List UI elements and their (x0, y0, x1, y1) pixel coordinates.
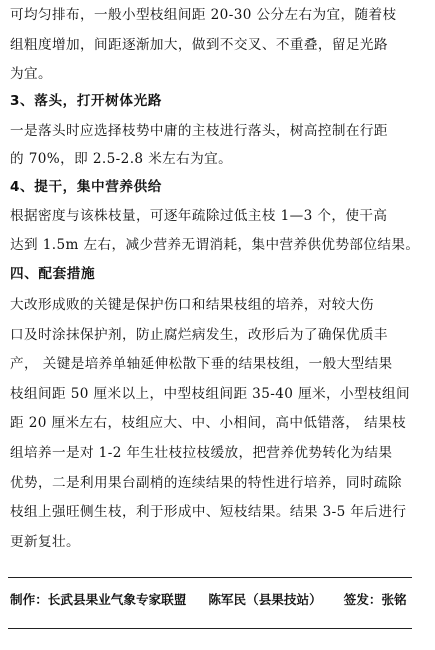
body-text-line: 组粗度增加，间距逐渐加大，做到不交叉、不重叠，留足光路 (10, 37, 388, 53)
body-text-line: 口及时涂抹保护剂，防止腐烂病发生，改形后为了确保优质丰 (10, 327, 388, 343)
body-text-line: 更新复壮。 (10, 534, 80, 550)
body-text-line: 枝组间距 50 厘米以上，中型枝组间距 35-40 厘米，小型枝组间 (10, 386, 411, 402)
body-text-line: 达到 1.5m 左右，减少营养无谓消耗，集中营养供优势部位结果。 (10, 237, 420, 253)
section-heading: 3、落头，打开树体光路 (10, 93, 162, 109)
body-text-line: 为宜。 (10, 66, 52, 82)
body-text-line: 的 70%，即 2.5-2.8 米左右为宜。 (10, 151, 233, 167)
body-text-line: 枝组上强旺侧生枝，利于形成中、短枝结果。结果 3-5 年后进行 (10, 504, 407, 520)
footer-top-divider (8, 577, 412, 578)
producer-credit: 制作：长武县果业气象专家联盟 (10, 592, 187, 607)
body-text-line: 根据密度与该株枝量，可逐年疏除过低主枝 1—3 个，使干高 (10, 208, 388, 224)
body-text-line: 一是落头时应选择枝势中庸的主枝进行落头，树高控制在行距 (10, 123, 388, 139)
section-heading: 4、提干，集中营养供给 (10, 179, 162, 195)
footer-bottom-divider (8, 628, 412, 629)
body-text-line: 可均匀排布，一般小型枝组间距 20-30 公分左右为宜，随着枝 (10, 7, 397, 23)
body-text-line: 大改形成败的关键是保护伤口和结果枝组的培养，对较大伤 (10, 297, 374, 313)
footer-credits (10, 590, 407, 610)
body-text-line: 距 20 厘米左右，枝组应大、中、小相间，高中低错落， 结果枝 (10, 415, 407, 431)
body-text-line: 优势，二是利用果台副梢的连续结果的特性进行培养，同时疏除 (10, 475, 402, 491)
section-heading: 四、配套措施 (10, 266, 96, 282)
body-text-line: 产， 关键是培养单轴延伸松散下垂的结果枝组，一般大型结果 (10, 356, 393, 372)
body-text-line: 组培养一是对 1-2 年生壮枝拉枝缓放，把营养优势转化为结果 (10, 445, 393, 461)
signer-credit: 签发：张铭 (343, 592, 407, 607)
author-credit: 陈军民（县果技站） (208, 592, 322, 607)
